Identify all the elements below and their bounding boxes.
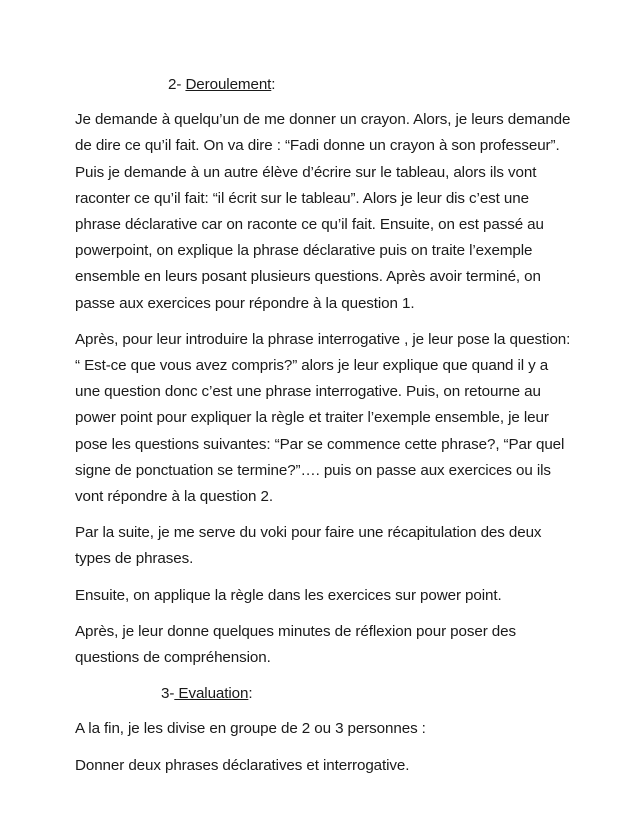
section-number: 3- <box>161 685 175 703</box>
section-heading-evaluation <box>75 681 575 707</box>
section-title: Deroulement <box>185 76 272 93</box>
paragraph-task: Donner deux phrases déclaratives et interrogative. <box>75 756 410 774</box>
document-body <box>75 72 575 789</box>
paragraph-interrogative: Après, pour leur introduire la phrase interrogative , je leur pose la question: “ Est-ce que vous avez compris?” alors je leur explique que quand il y a une question donc c’est une phrase interrogative. Puis, on retourne au power point pour expliquer la règle et traiter l’exemple ensemble, je leur pose les questions suivantes: “Par se commence cette phrase?, “Par quel signe de ponctuation se termine?”…. puis on passe aux exercices ou ils vont répondre à la question 2. <box>75 330 571 506</box>
section-heading-deroulement <box>75 72 575 98</box>
paragraph-intro-declarative: Je demande à quelqu’un de me donner un crayon. Alors, je leurs demande de dire ce qu’il fait. On va dire : “Fadi donne un crayon à son professeur”. Puis je demande à un autre élève d’écrire sur le tableau, alors ils vont raconter ce qu’il fait: “il écrit sur le tableau”. Alors je leur dis c’est une phrase déclarative car on raconte ce qu’il fait. Ensuite, on est passé au powerpoint, on explique la phrase déclarative puis on traite l’exemple ensemble en leurs posant plusieurs questions. Après avoir terminé, on passe aux exercices pour répondre à la question 1. <box>75 111 571 312</box>
section-colon: : <box>271 76 276 93</box>
paragraph-reflection: Après, je leur donne quelques minutes de réflexion pour poser des questions de compréhension. <box>75 622 516 667</box>
paragraph-voki-recap: Par la suite, je me serve du voki pour faire une récapitulation des deux types de phrases. <box>75 524 542 568</box>
section-number: 2- <box>168 76 186 93</box>
paragraph-apply-rule: Ensuite, on applique la règle dans les exercices sur power point. <box>75 586 502 604</box>
section-colon: : <box>248 685 253 703</box>
section-title: Evaluation <box>174 685 249 703</box>
paragraph-groups: A la fin, je les divise en groupe de 2 ou 3 personnes : <box>75 720 426 738</box>
